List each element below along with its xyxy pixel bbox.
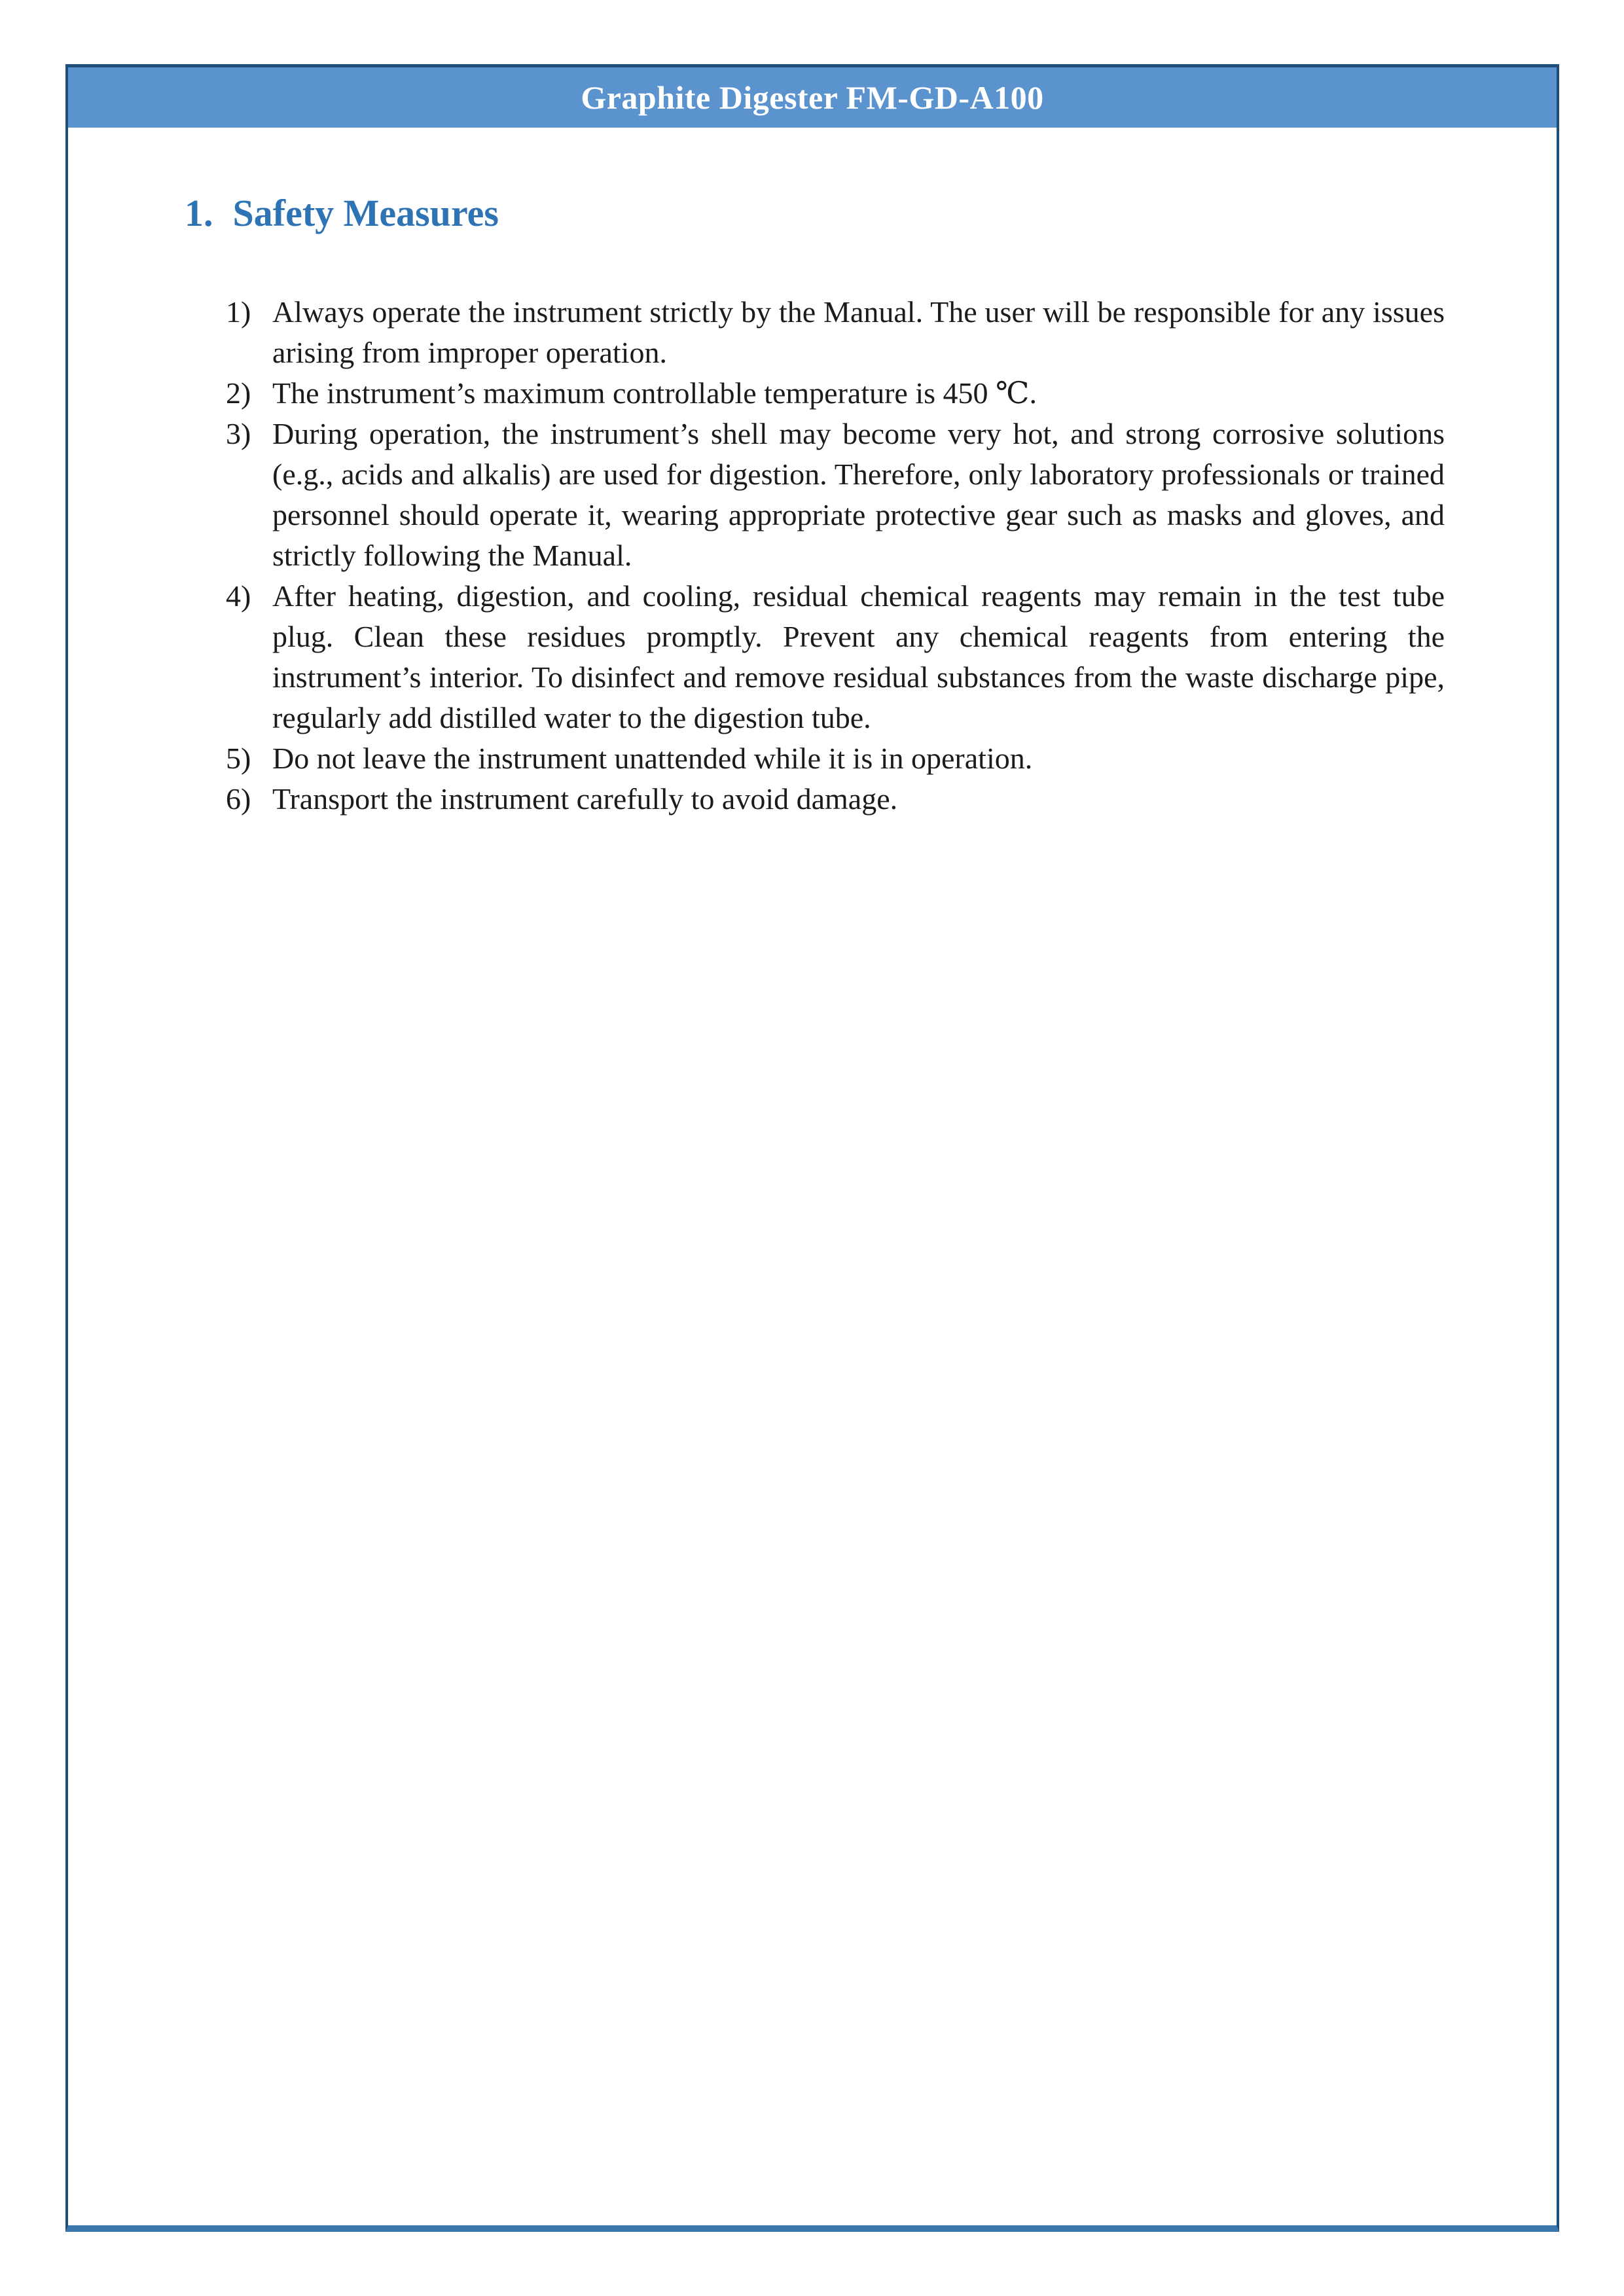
safety-list-item	[226, 414, 1445, 576]
list-item-text: Always operate the instrument strictly by the Manual. The user will be responsible for any issues arising from improper operation.	[272, 295, 1445, 369]
list-item-text: After heating, digestion, and cooling, residual chemical reagents may remain in the test tube plug. Clean these residues promptly. Prevent any chemical reagents from entering the instrument’s interior. To disinfect and remove residual substances from the waste discharge pipe, regularly add distilled water to the digestion tube.	[272, 579, 1445, 734]
document-title: Graphite Digester FM-GD-A100	[581, 79, 1044, 116]
section-number: 1.	[185, 192, 213, 234]
list-item-number: 1)	[226, 295, 251, 329]
list-item-number: 6)	[226, 782, 251, 816]
list-item-number: 4)	[226, 579, 251, 613]
safety-measures-list	[226, 292, 1445, 819]
list-item-number: 5)	[226, 742, 251, 775]
list-item-number: 2)	[226, 376, 251, 410]
list-item-number: 3)	[226, 417, 251, 450]
safety-list-item	[226, 292, 1445, 373]
section-title: Safety Measures	[232, 192, 499, 234]
section-heading	[185, 190, 1557, 237]
safety-list-item	[226, 779, 1445, 819]
list-item-text: Do not leave the instrument unattended while it is in operation.	[272, 742, 1033, 775]
safety-list-item	[226, 738, 1445, 779]
page-border-frame	[65, 64, 1559, 2232]
list-item-text: During operation, the instrument’s shell may become very hot, and strong corrosive solutions (e.g., acids and alkalis) are used for digestion. Therefore, only laboratory professionals or trained personnel should operate it, wearing appropriate protective gear such as masks and gloves, and strictly following the Manual.	[272, 417, 1445, 572]
document-header-bar	[68, 67, 1557, 128]
list-item-text: The instrument’s maximum controllable temperature is 450 ℃.	[272, 376, 1037, 410]
list-item-text: Transport the instrument carefully to avoid damage.	[272, 782, 898, 816]
safety-list-item	[226, 373, 1445, 414]
safety-list-item	[226, 576, 1445, 738]
